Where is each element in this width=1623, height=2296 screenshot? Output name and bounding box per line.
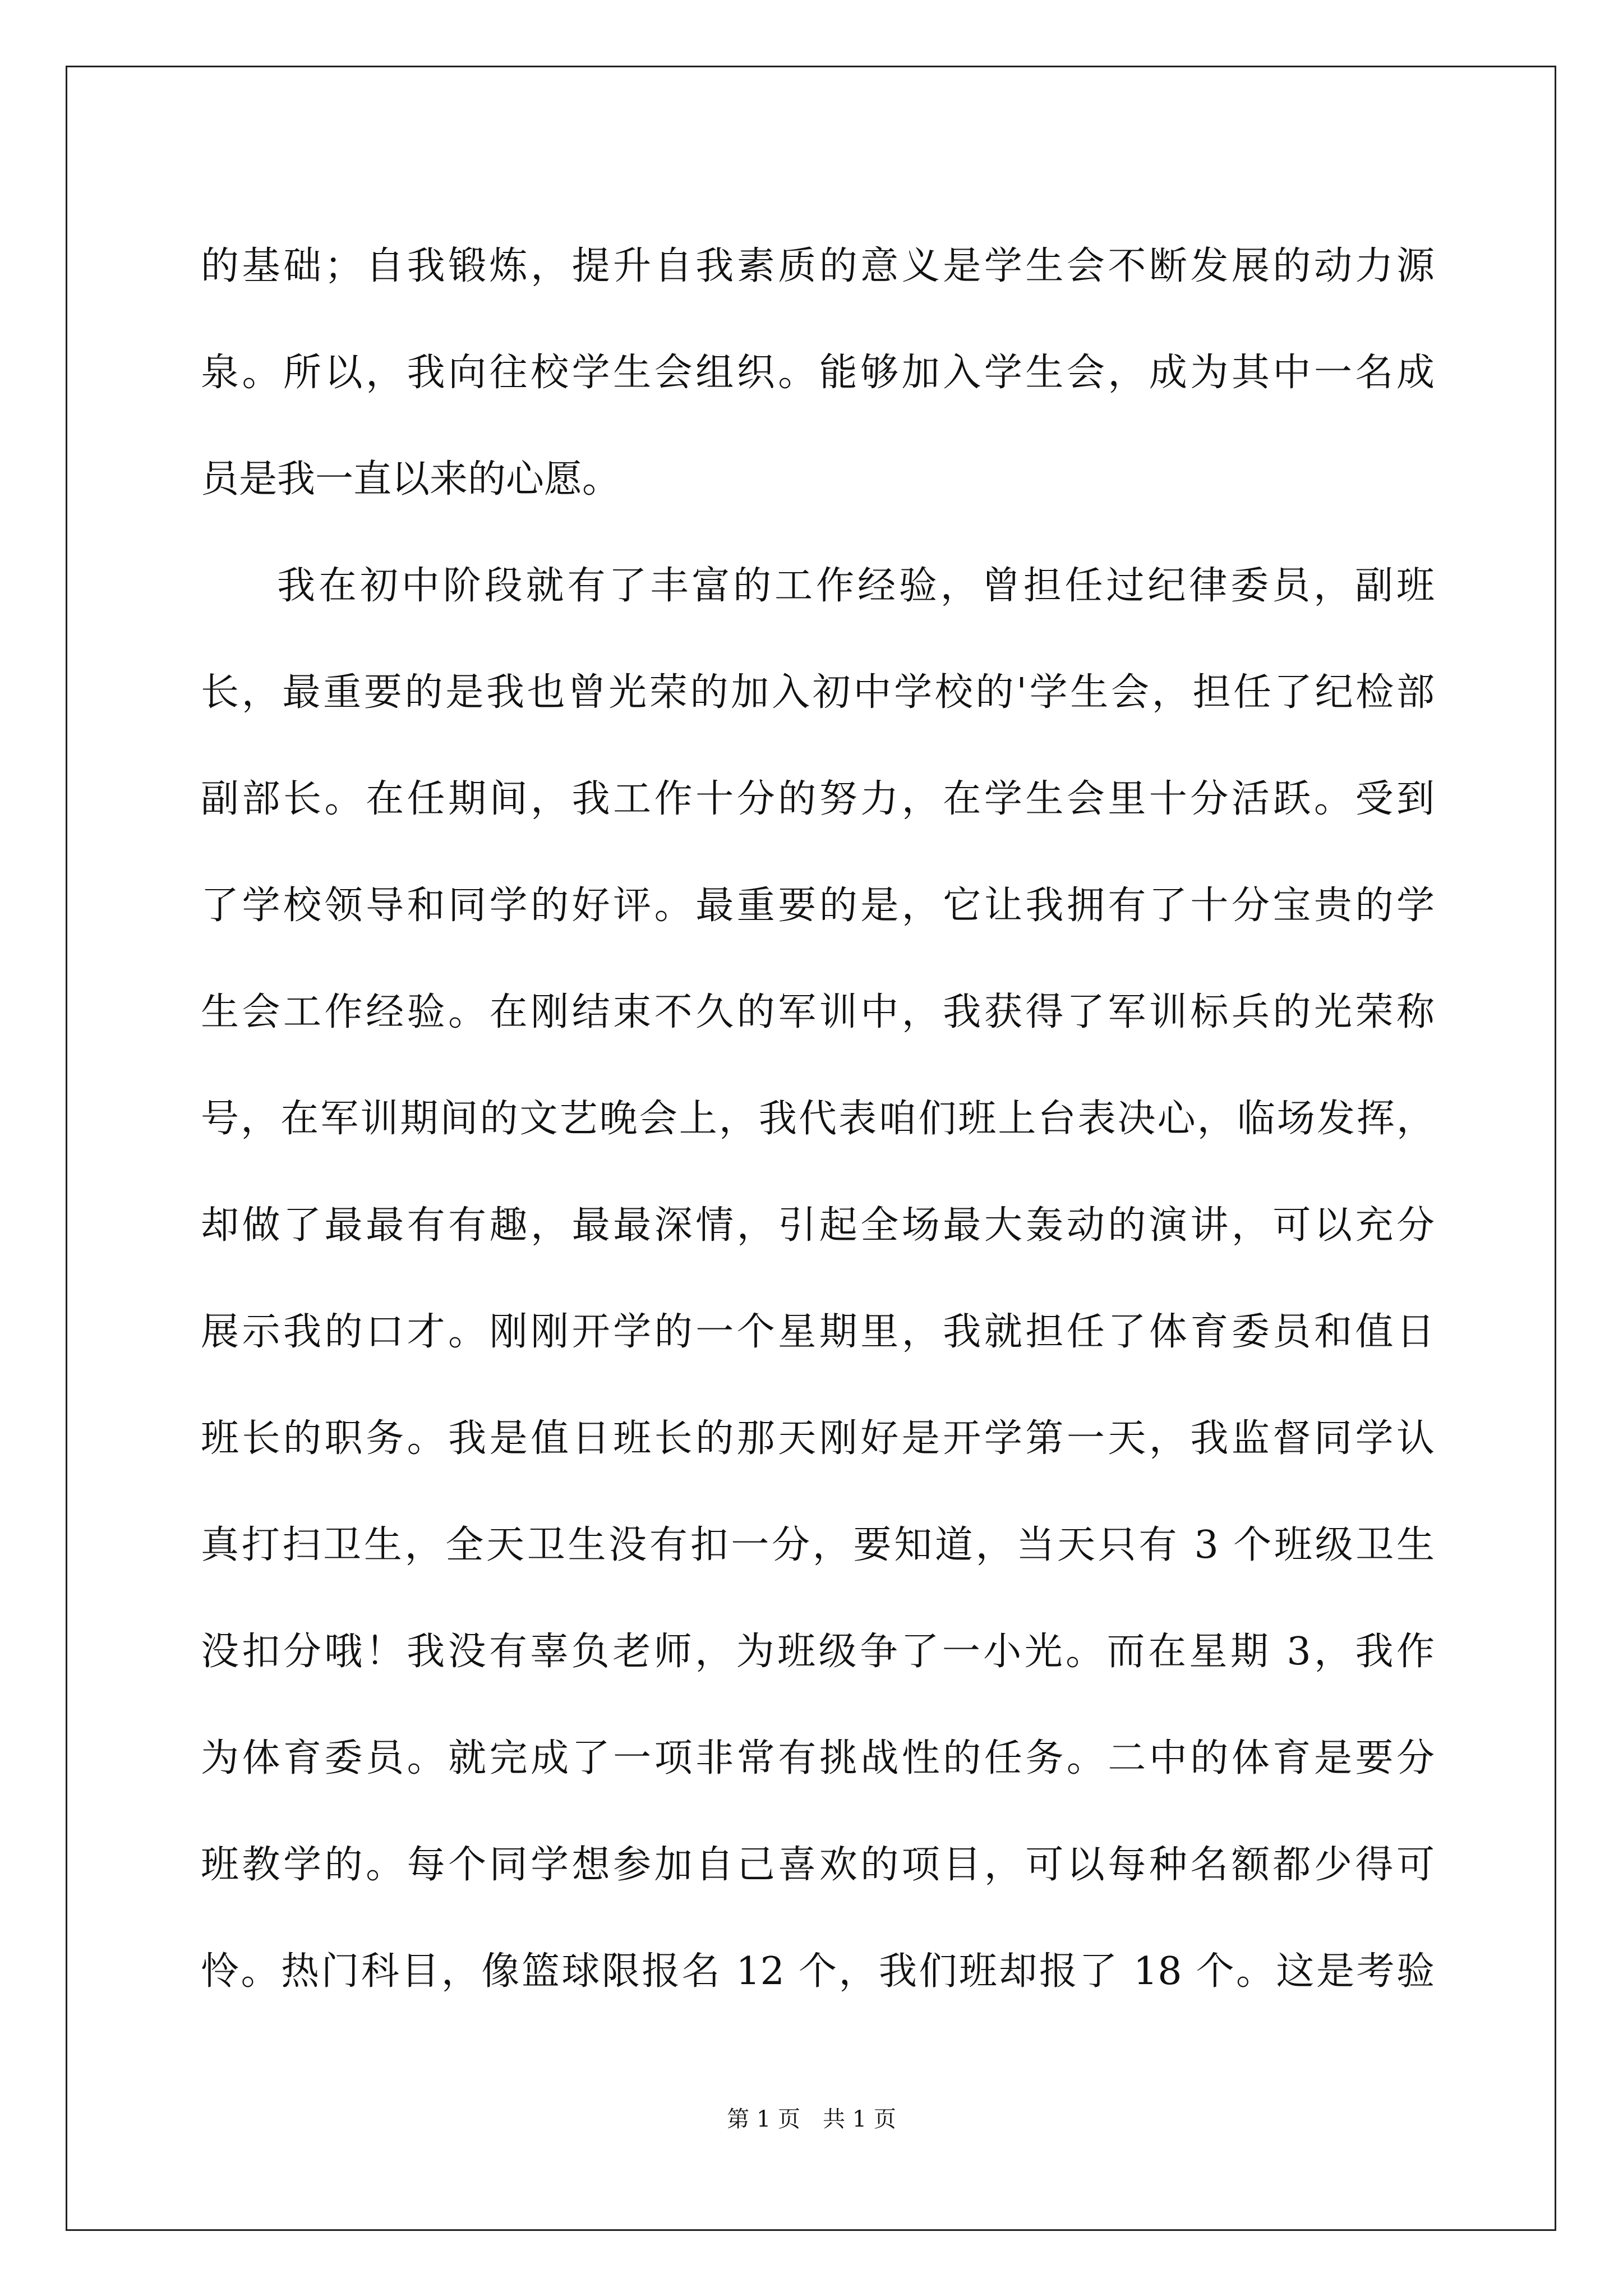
text-line: 没扣分哦！我没有辜负老师，为班级争了一小光。而在星期 3，我作 [201,1630,1435,1674]
text-line: 副部长。在任期间，我工作十分的努力，在学生会里十分活跃。受到 [201,777,1435,821]
text-line: 员是我一直以来的心愿。 [201,457,621,501]
document-body [201,213,1435,2025]
text-line: 了学校领导和同学的好评。最重要的是，它让我拥有了十分宝贵的学 [201,884,1435,928]
text-line: 却做了最最有有趣，最最深情，引起全场最大轰动的演讲，可以充分 [201,1203,1435,1248]
text-line: 为体育委员。就完成了一项非常有挑战性的任务。二中的体育是要分 [201,1736,1435,1780]
text-line: 展示我的口才。刚刚开学的一个星期里，我就担任了体育委员和值日 [201,1310,1435,1354]
text-line: 的基础；自我锻炼，提升自我素质的意义是学生会不断发展的动力源 [201,244,1435,288]
text-line: 班教学的。每个同学想参加自己喜欢的项目，可以每种名额都少得可 [201,1843,1435,1887]
text-line: 怜。热门科目，像篮球限报名 12 个，我们班却报了 18 个。这是考验 [201,1949,1435,1994]
page-footer: 第 1 页 共 1 页 [727,2106,896,2132]
text-line: 班长的职务。我是值日班长的那天刚好是开学第一天，我监督同学认 [201,1416,1435,1461]
text-line: 生会工作经验。在刚结束不久的军训中，我获得了军训标兵的光荣称 [201,990,1435,1034]
text-line: 长，最重要的是我也曾光荣的加入初中学校的'学生会，担任了纪检部 [201,670,1435,715]
text-line: 泉。所以，我向往校学生会组织。能够加入学生会，成为其中一名成 [201,351,1435,395]
text-line: 号，在军训期间的文艺晚会上，我代表咱们班上台表决心，临场发挥， [201,1097,1435,1141]
text-line: 我在初中阶段就有了丰富的工作经验，曾担任过纪律委员，副班 [277,564,1435,608]
text-line: 真打扫卫生，全天卫生没有扣一分，要知道，当天只有 3 个班级卫生 [201,1523,1435,1567]
